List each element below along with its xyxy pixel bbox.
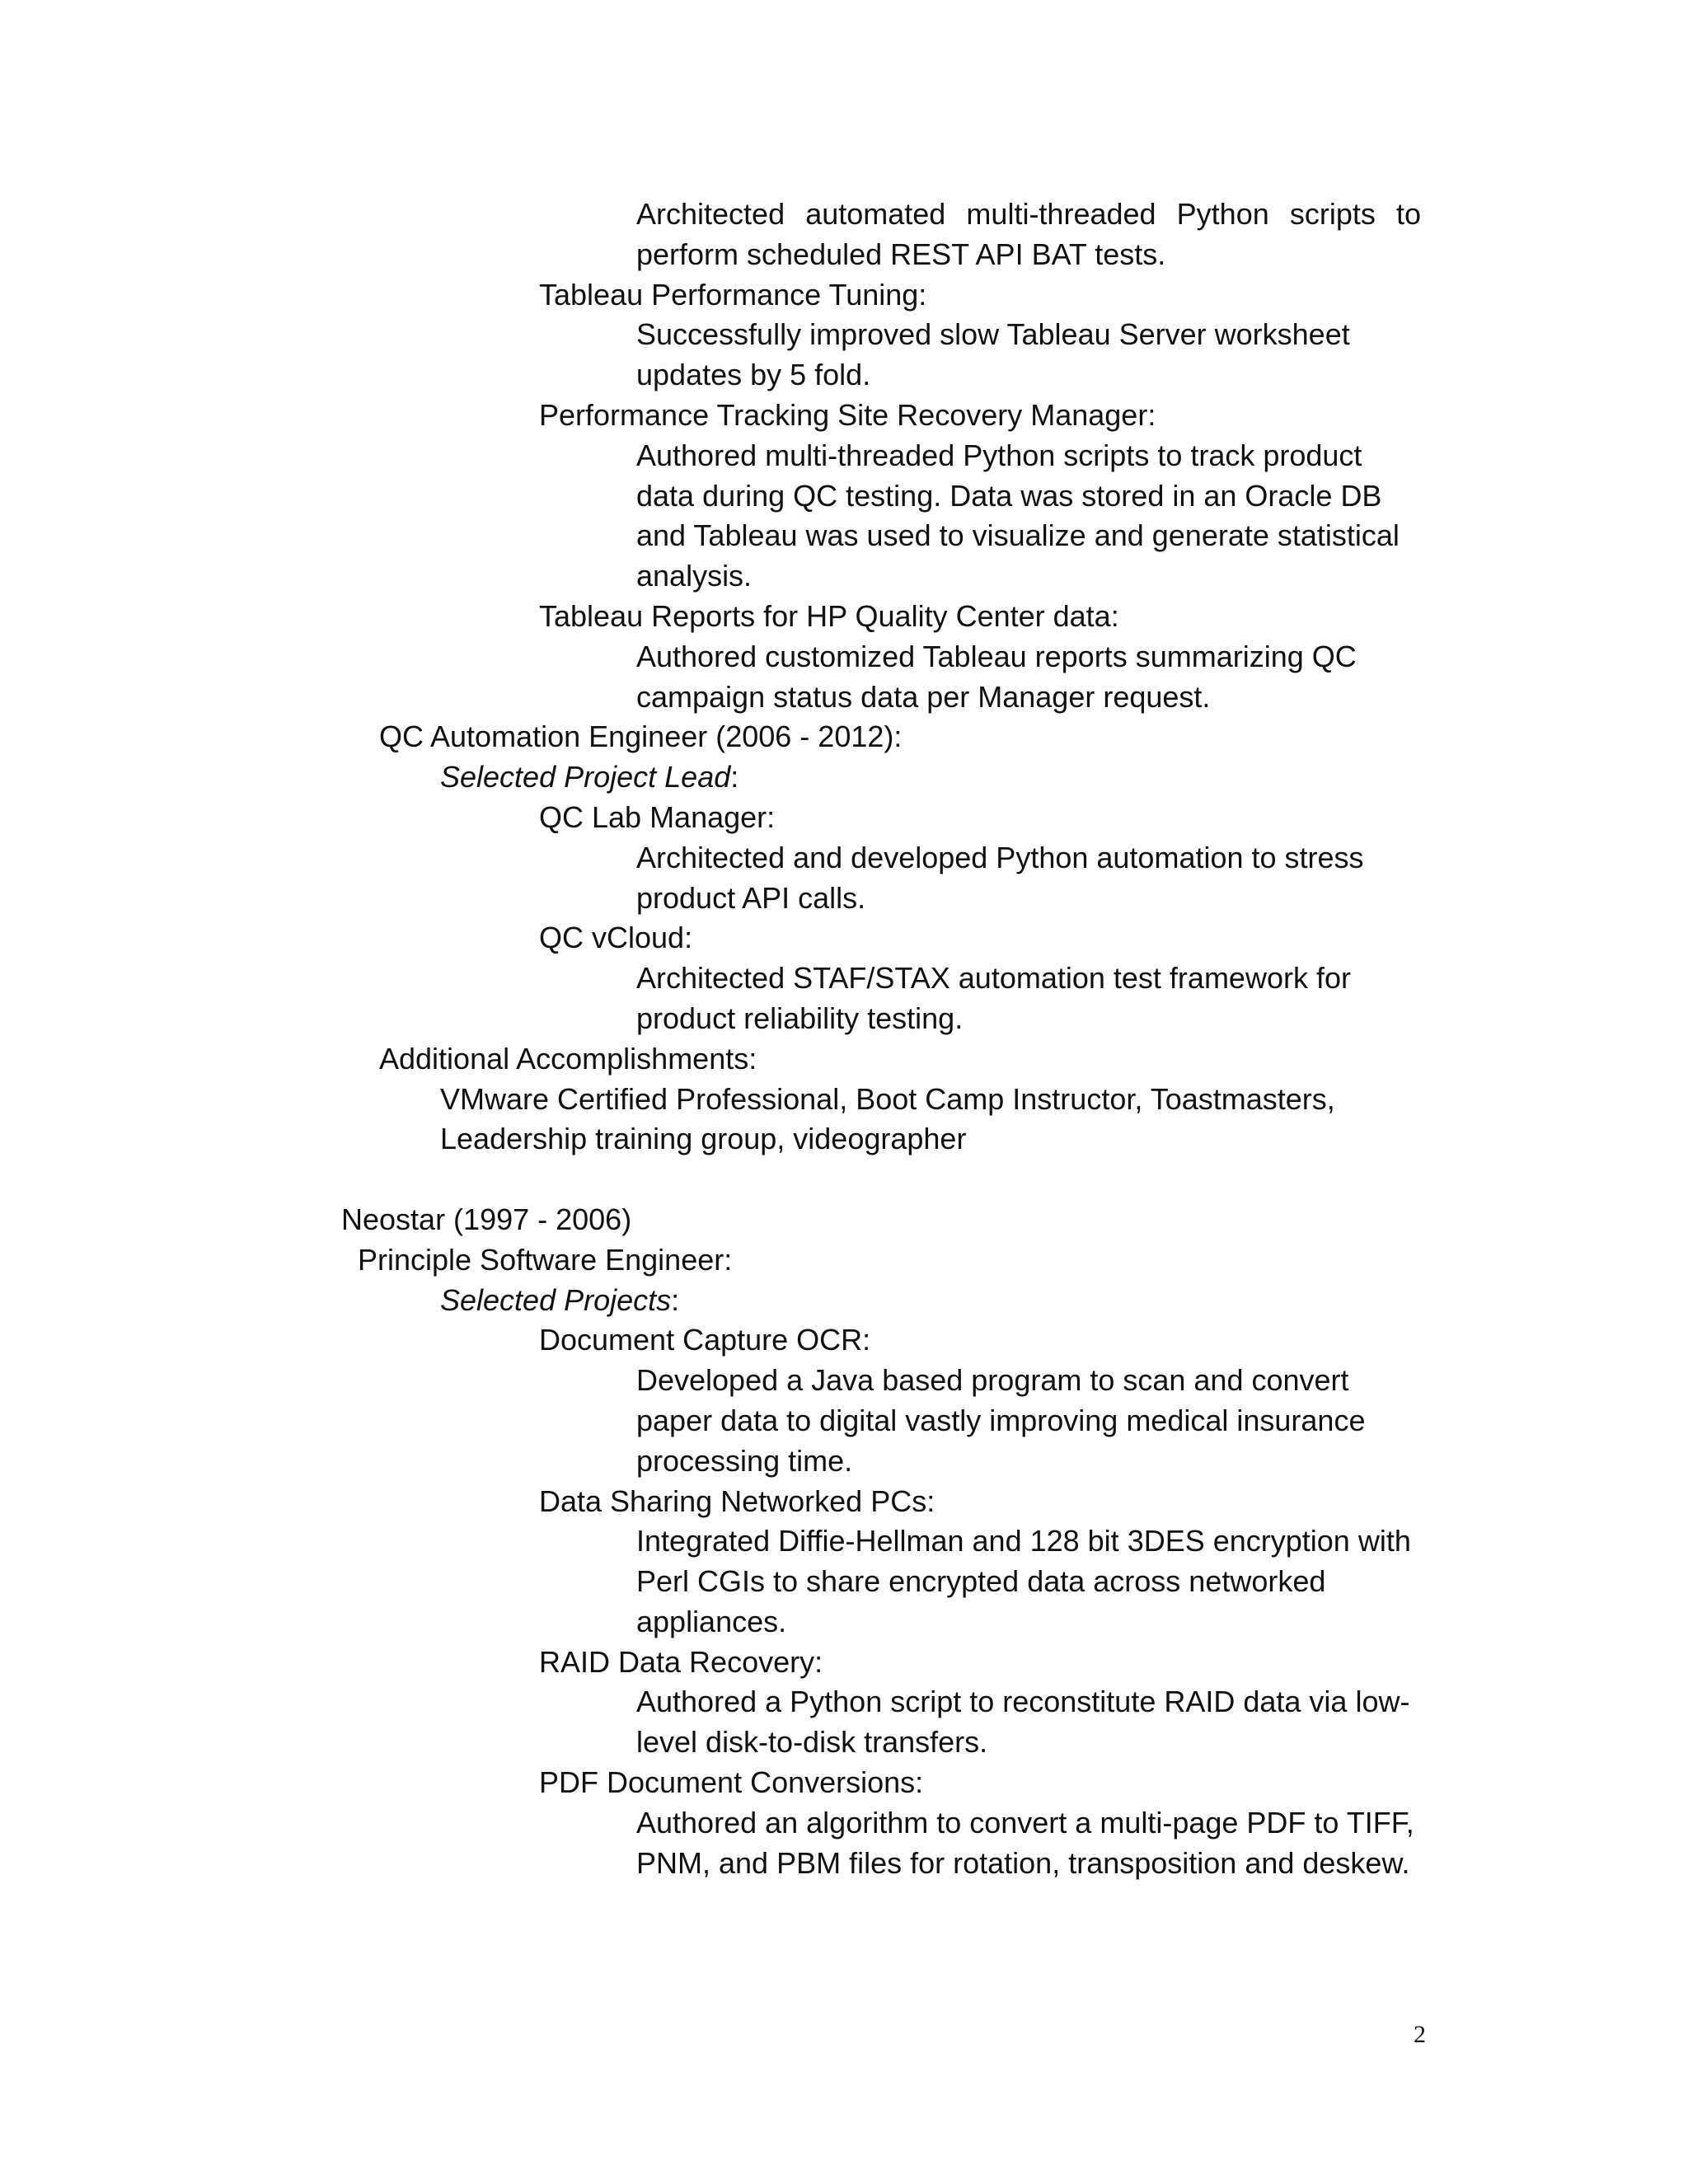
project-description: Authored an algorithm to convert a multi-page PDF to TIFF, PNM, and PBM files for rotation, transposition and deskew. <box>636 1805 1414 1880</box>
project-description: Successfully improved slow Tableau Server worksheet updates by 5 fold. <box>636 317 1350 392</box>
project-title: Document Capture OCR: <box>539 1323 871 1357</box>
section-heading: Additional Accomplishments: <box>379 1041 757 1076</box>
project-description: Authored multi-threaded Python scripts to track product data during QC testing. Data was stored in an Oracle DB and Tableau was used to visualize and generate statistical analysis. <box>636 438 1400 593</box>
role-title: Principle Software Engineer: <box>358 1242 733 1277</box>
page-number: 2 <box>1414 2021 1426 2048</box>
project-description: Integrated Diffie-Hellman and 128 bit 3DES encryption with Perl CGIs to share encrypted data across networked appliances. <box>636 1524 1411 1638</box>
project-description: Developed a Java based program to scan and convert paper data to digital vastly improving medical insurance processing time. <box>636 1363 1366 1478</box>
project-subheading: Selected Project Lead: <box>440 760 739 794</box>
company-name: Neostar (1997 - 2006) <box>341 1202 632 1236</box>
project-description: Authored customized Tableau reports summarizing QC campaign status data per Manager request. <box>636 639 1357 714</box>
project-title: QC vCloud: <box>539 921 693 955</box>
subheading-text: Selected Project Lead <box>440 760 731 794</box>
project-description: Architected automated multi-threaded Python scripts to perform scheduled REST API BAT tests. <box>636 197 1421 271</box>
project-title: PDF Document Conversions: <box>539 1765 924 1800</box>
project-description: Architected and developed Python automation to stress product API calls. <box>636 840 1364 915</box>
project-title: RAID Data Recovery: <box>539 1644 823 1679</box>
accomplishments-text: VMware Certified Professional, Boot Camp Instructor, Toastmasters, Leadership training group, videographer <box>440 1081 1335 1156</box>
project-title: Tableau Reports for HP Quality Center data: <box>539 598 1119 633</box>
resume-body <box>0 194 1688 1883</box>
subheading-text: Selected Projects <box>440 1282 672 1317</box>
project-title: Tableau Performance Tuning: <box>539 277 927 312</box>
spacer <box>0 1160 1688 1200</box>
project-title: QC Lab Manager: <box>539 799 776 834</box>
project-title: Data Sharing Networked PCs: <box>539 1483 935 1518</box>
project-description: Authored a Python script to reconstitute RAID data via low-level disk-to-disk transfers. <box>636 1685 1410 1760</box>
project-title: Performance Tracking Site Recovery Manager: <box>539 397 1156 432</box>
role-title: QC Automation Engineer (2006 - 2012): <box>379 719 903 754</box>
project-subheading: Selected Projects: <box>440 1282 680 1317</box>
project-description: Architected STAF/STAX automation test framework for product reliability testing. <box>636 961 1351 1035</box>
